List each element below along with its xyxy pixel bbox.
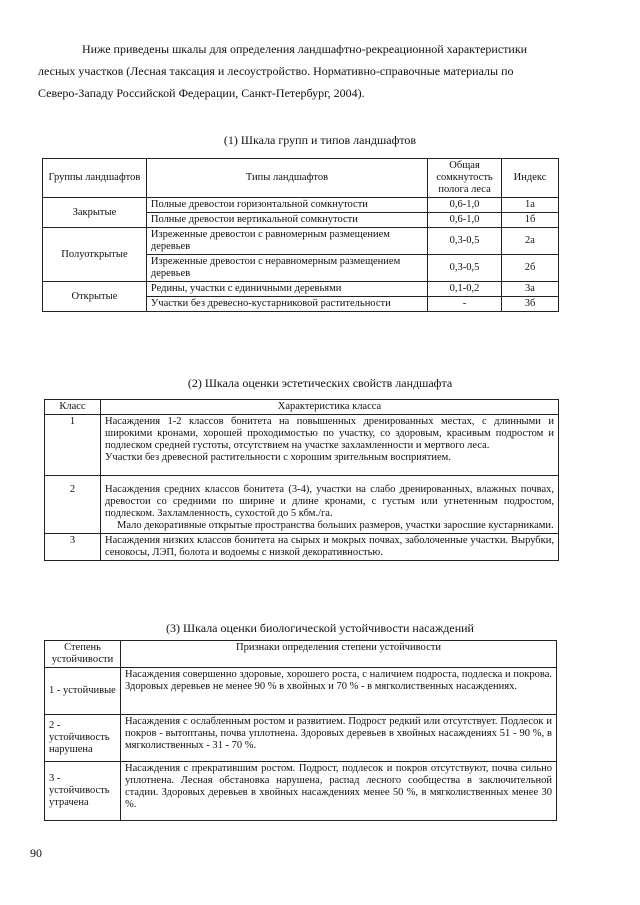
cell-closure: 0,3-0,5 [428,255,502,282]
cell-description [101,534,559,561]
cell-type: Участки без древесно-кустарниковой растительности [146,297,427,312]
table-header-row [45,400,559,415]
table-row [45,534,559,561]
cell-index: 3б [502,297,559,312]
cell-type: Редины, участки с единичными деревьями [146,282,427,297]
stability-scale-table [44,640,557,821]
aesthetic-scale-table [44,399,559,561]
cell-index: 3а [502,282,559,297]
cell-class: 3 [45,534,101,561]
table-row [45,715,557,762]
header-groups: Группы ландшафтов [43,159,147,198]
header-index: Индекс [502,159,559,198]
cell-type: Полные древостои горизонтальной сомкнутости [146,198,427,213]
header-closure: Общая сомкнутость полога леса [428,159,502,198]
cell-degree: 3 - устойчивость утрачена [45,762,121,821]
intro-line-2: лесных участков (Лесная таксация и лесоустройство. Нормативно-справочные материалы по [38,64,514,78]
header-signs: Признаки определения степени устойчивости [121,641,557,668]
cell-class: 2 [45,476,101,534]
cell-type: Полные древостои вертикальной сомкнутости [146,213,427,228]
description-paragraph: Мало декоративные открытые пространства больших размеров, участки заросшие кустарниками. [117,520,554,531]
table-header-row [43,159,559,198]
table-row [45,415,559,476]
table2-caption: (2) Шкала оценки эстетических свойств ландшафта [187,376,453,390]
intro-paragraph [38,38,558,104]
description-paragraph: Насаждения средних классов бонитета (3-4), участки на слабо дренированных, влажных почвах, древостои со средними по ширине и длине кронами, с густым или угнетенным подростом, подлеском. Захламленность, сухостой до 5 кбм./га. [105,484,554,519]
cell-index: 2б [502,255,559,282]
cell-index: 1б [502,213,559,228]
table-row [45,476,559,534]
cell-signs: Насаждения с ослабленным ростом и развитием. Подрост редкий или отсутствует. Подлесок и покров - вытоптаны, почва уплотнена. Здоровых деревьев в хвойных насаждениях 51 - 90 %, в мягколиственных - 31 - 70 %. [121,715,557,762]
header-class-description: Характеристика класса [101,400,559,415]
landscape-types-table [42,158,559,312]
cell-class: 1 [45,415,101,476]
cell-index: 2а [502,228,559,255]
header-types: Типы ландшафтов [146,159,427,198]
group-open: Открытые [43,282,147,312]
description-paragraph: Насаждения 1-2 классов бонитета на повышенных дренированных местах, с длинными и широкими кронами, хорошей проходимостью по участку, со здоровым, красивым подростом и подлеском средней густоты, отсутствием на участке захламленности и мертвого леса. [105,416,554,451]
table-row [45,668,557,715]
group-semi-open: Полуоткрытые [43,228,147,282]
table-row [43,228,559,255]
table-row [43,198,559,213]
intro-line-1: Ниже приведены шкалы для определения ландшафтно-рекреационной характеристики [82,42,528,56]
header-class: Класс [45,400,101,415]
cell-type: Изреженные древостои с неравномерным размещением деревьев [146,255,427,282]
cell-type: Изреженные древостои с равномерным размещением деревьев [146,228,427,255]
cell-closure: 0,1-0,2 [428,282,502,297]
table1-caption: (1) Шкала групп и типов ландшафтов [223,133,417,147]
table-row [43,282,559,297]
group-closed: Закрытые [43,198,147,228]
table-header-row [45,641,557,668]
cell-signs: Насаждения совершенно здоровые, хорошего роста, с наличием подроста, подлеска и покрова. Здоровых деревьев не менее 90 % в хвойных и 70 % - в мягколиственных насаждениях. [121,668,557,715]
cell-degree: 2 - устойчивость нарушена [45,715,121,762]
cell-closure: 0,6-1,0 [428,213,502,228]
cell-signs: Насаждения с прекратившим ростом. Подрост, подлесок и покров отсутствуют, почва сильно уплотнена. Лесная обстановка нарушена, распад лесного сообщества в заключительной стадии. Здоровых деревьев в хвойных насаждениях менее 50 %, в мягколиственных менее 30 %. [121,762,557,821]
cell-index: 1а [502,198,559,213]
header-degree: Степень устойчивости [45,641,121,668]
cell-description [101,476,559,534]
description-paragraph: Участки без древесной растительности с хорошим зрительным восприятием. [105,452,451,463]
table3-caption: (3) Шкала оценки биологической устойчивости насаждений [166,621,474,635]
cell-degree: 1 - устойчивые [45,668,121,715]
cell-description [101,415,559,476]
cell-closure: 0,3-0,5 [428,228,502,255]
table-row [45,762,557,821]
cell-closure: 0,6-1,0 [428,198,502,213]
page-number: 90 [30,846,42,860]
cell-closure: - [428,297,502,312]
description-paragraph: Насаждения низких классов бонитета на сырых и мокрых почвах, заболоченные участки. Вырубки, сенокосы, ЛЭП, болота и водоемы с низкой декоративностью. [105,535,554,558]
intro-line-3: Северо-Западу Российской Федерации, Санкт-Петербург, 2004). [38,86,365,100]
